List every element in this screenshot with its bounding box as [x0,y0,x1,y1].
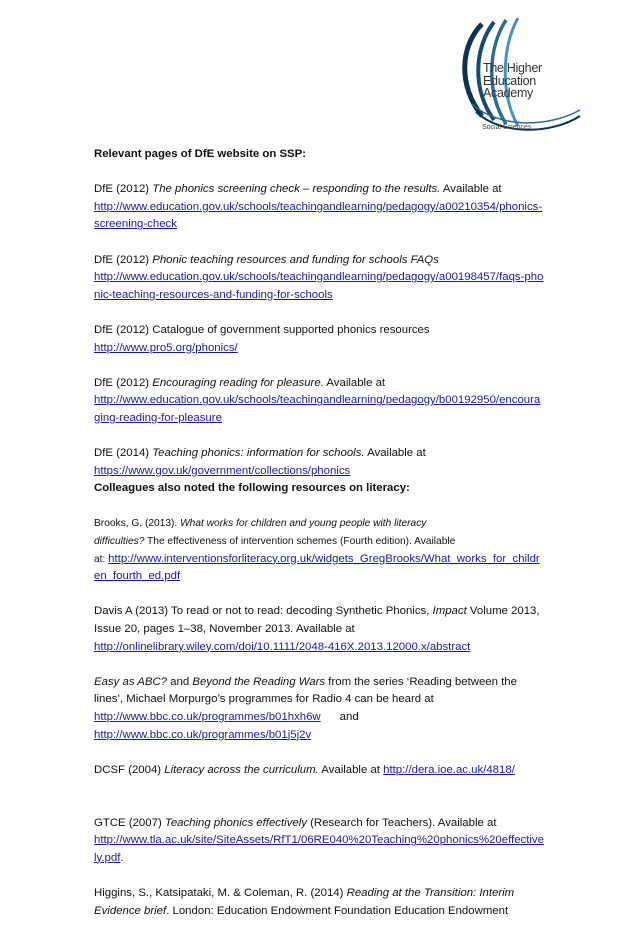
reference-item [94,445,546,480]
document-body [94,146,546,938]
ref-author: DfE (2012) Catalogue of government supported phonics resources [94,323,430,336]
ref-link[interactable]: http://www.tla.ac.uk/site/SiteAssets/RfT1/06RE040%20Teaching%20phonics%20effectively.pdf [94,834,544,864]
ref-author: DfE (2012) [94,183,153,196]
ref-text: Davis A (2013) To read or not to read: decoding Synthetic Phonics, [94,605,433,618]
ref-title: Easy as ABC? [94,675,168,688]
section-heading-colleagues: Colleagues also noted the following resources on literacy: [94,482,410,495]
reference-item [94,181,546,234]
ref-link[interactable]: http://www.bbc.co.uk/programmes/b01j5j2v [94,728,312,741]
ref-title: The phonics screening check – responding to the results. [152,183,441,196]
spacer [94,797,546,815]
ref-link[interactable]: http://www.education.gov.uk/schools/teachingandlearning/pedagogy/a00210354/phonics-screening-check [94,200,543,231]
ref-text: Available at [318,763,384,776]
ref-title: Teaching phonics effectively [164,816,307,829]
ref-author: Brooks, G. (2013). [94,518,181,530]
ref-author: Higgins, S., Katsipataki, M. & Coleman, R. (2014) [94,886,347,899]
ref-title: Phonic teaching resources and funding for schools FAQs [152,253,439,266]
section-heading-dfe: Relevant pages of DfE website on SSP: [94,148,307,160]
ref-author: DCSF (2004) [94,763,165,776]
logo-subtitle: Social Sciences [482,124,532,131]
ref-link[interactable]: http://www.education.gov.uk/schools/teachingandlearning/pedagogy/b00192950/encouraging-reading-for-pleasure [94,394,541,424]
ref-title: difficulties? [94,536,145,548]
reference-item-brooks [94,515,546,585]
ref-title: Reading at the Transition: Interim Evidence brief [94,886,515,917]
ref-link[interactable]: http://onlinelibrary.wiley.com/doi/10.1111/2048-416X.2013.12000.x/abstract [94,640,471,653]
ref-title: Teaching phonics: information for schools. [152,447,365,460]
hea-logo-text [483,62,542,100]
ref-text: and [339,711,359,723]
reference-item [94,252,546,305]
logo-line-2: Education [483,73,536,88]
ref-text: (Research for Teachers). Available at [306,816,497,829]
ref-text: . London: Education Endowment Foundation Education Endowment [166,904,509,917]
ref-text: at: [94,553,109,565]
ref-text: . [120,851,124,864]
ref-title: Literacy across the curriculum. [164,763,319,776]
ref-text: The effectiveness of intervention schemes (Fourth edition). Available [144,536,456,548]
logo-line-1: The Higher [483,61,542,75]
ref-title: Beyond the Reading Wars [192,675,326,688]
ref-text: Volume 2013, Issue 20, pages 1–38, November 2013. Available at [94,605,540,636]
ref-title: What works for children and young people with literacy [180,518,427,530]
ref-author: DfE (2014) [94,447,153,460]
ref-link[interactable]: http://www.interventionsforliteracy.org.uk/widgets_GregBrooks/What_works_for_children_fourth_ed.pdf [94,552,540,583]
ref-text: and [167,675,193,688]
reference-item [94,322,546,357]
ref-title: Impact [432,605,467,618]
reference-item-bbc [94,674,546,744]
ref-link[interactable]: http://www.pro5.org/phonics/ [94,341,238,354]
ref-text: from the series ‘Reading between the lines’, Michael Morpurgo’s programmes for Radio 4 can be heard at [94,675,517,706]
reference-item-dcsf [94,762,546,780]
ref-link[interactable]: http://www.bbc.co.uk/programmes/b01hxh6w [94,711,321,723]
reference-item [94,375,546,428]
ref-title: Encouraging reading for pleasure. [152,376,324,389]
reference-item-davis [94,603,546,656]
ref-link[interactable]: https://www.gov.uk/government/collections/phonics [94,464,351,477]
reference-item-gtce [94,815,546,868]
ref-author: GTCE (2007) [94,816,165,829]
ref-text: Available at [323,376,386,389]
ref-author: DfE (2012) [94,253,153,266]
ref-text: Available at [364,447,426,460]
ref-author: DfE (2012) [94,376,153,389]
ref-link[interactable]: http://dera.ioe.ac.uk/4818/ [383,763,515,776]
logo-line-3: Academy [483,86,534,100]
ref-text: Available at [440,183,502,196]
ref-link[interactable]: http://www.education.gov.uk/schools/teachingandlearning/pedagogy/a00198457/faqs-phonic-teaching-resources-and-funding-for-schools [94,271,544,301]
